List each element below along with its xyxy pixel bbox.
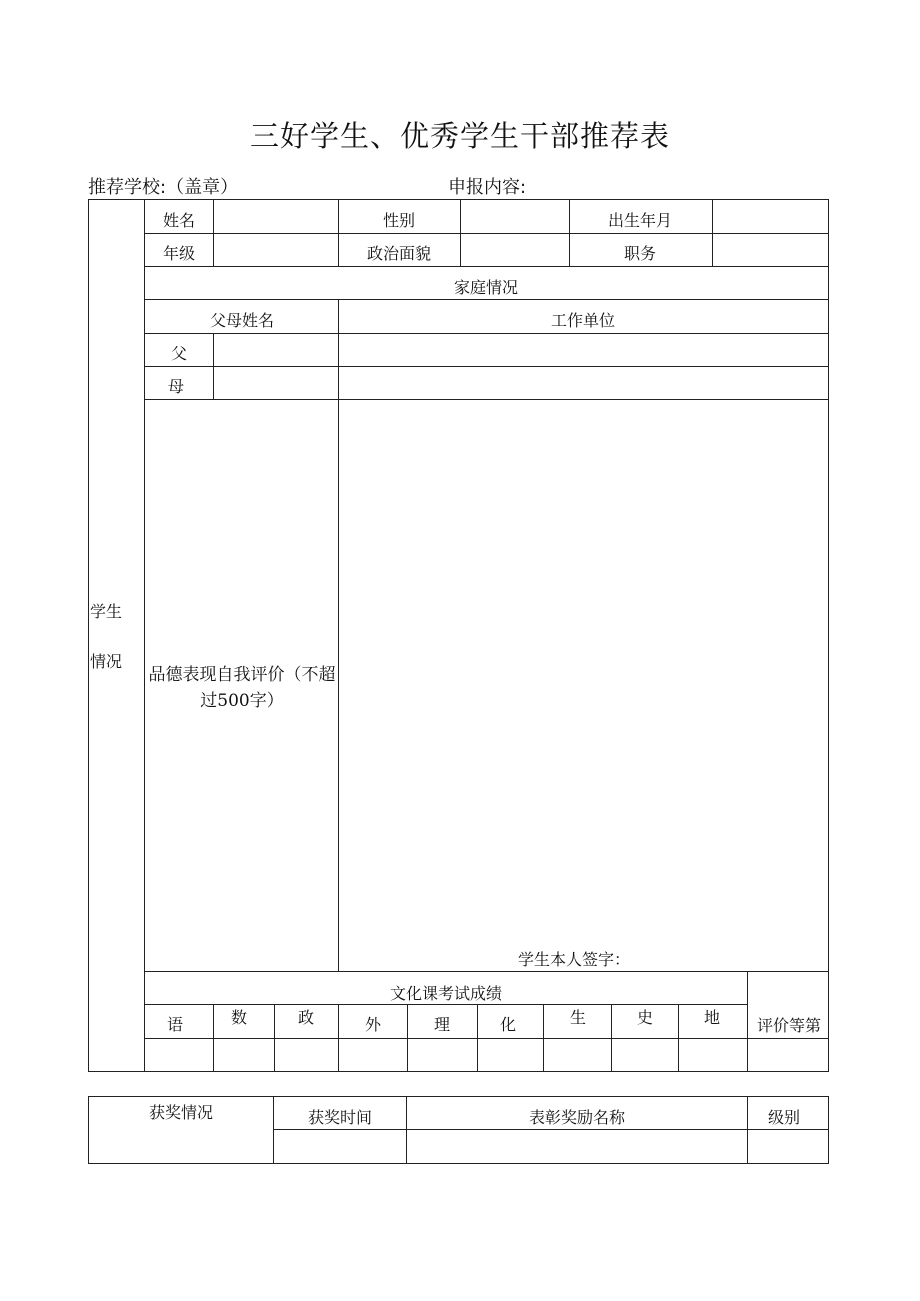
subject-physics: 理 [433,1015,451,1034]
work-unit-label: 工作单位 [550,311,616,330]
exam-scores-label: 文化课考试成绩 [389,984,503,1003]
recommend-school-label: 推荐学校:（盖章） [88,177,239,198]
subject-history: 史 [636,1008,654,1027]
birth-date-label: 出生年月 [607,211,673,230]
name-label: 姓名 [162,211,196,230]
political-status-label: 政治面貌 [366,244,432,263]
subject-biology: 生 [569,1008,587,1027]
parent-name-label: 父母姓名 [209,311,275,330]
awards-label: 获奖情况 [148,1103,214,1122]
subject-chemistry: 化 [499,1015,517,1034]
student-section-label-line2: 情况 [90,652,123,671]
award-name-label: 表彰奖励名称 [528,1108,626,1127]
father-label: 父 [170,344,188,363]
subject-geography: 地 [703,1008,721,1027]
award-time-label: 获奖时间 [307,1108,373,1127]
mother-label: 母 [167,377,185,396]
grade-label: 年级 [162,244,196,263]
student-section-label-line1: 学生 [90,602,123,621]
position-label: 职务 [623,244,657,263]
self-evaluation-label: 品德表现自我评价（不超过500字） [148,665,336,711]
student-signature-label: 学生本人签字： [518,950,631,969]
page-title: 三好学生、优秀学生干部推荐表 [249,119,670,153]
family-situation-label: 家庭情况 [453,278,519,297]
award-level-label: 级别 [767,1108,801,1127]
subject-chinese: 语 [166,1015,184,1034]
gender-label: 性别 [382,211,416,230]
rating-level-label: 评价等第 [756,1016,822,1035]
application-content-label: 申报内容: [448,177,527,198]
subject-foreign-language: 外 [364,1015,382,1034]
subject-math: 数 [230,1008,248,1027]
subject-politics: 政 [297,1008,315,1027]
